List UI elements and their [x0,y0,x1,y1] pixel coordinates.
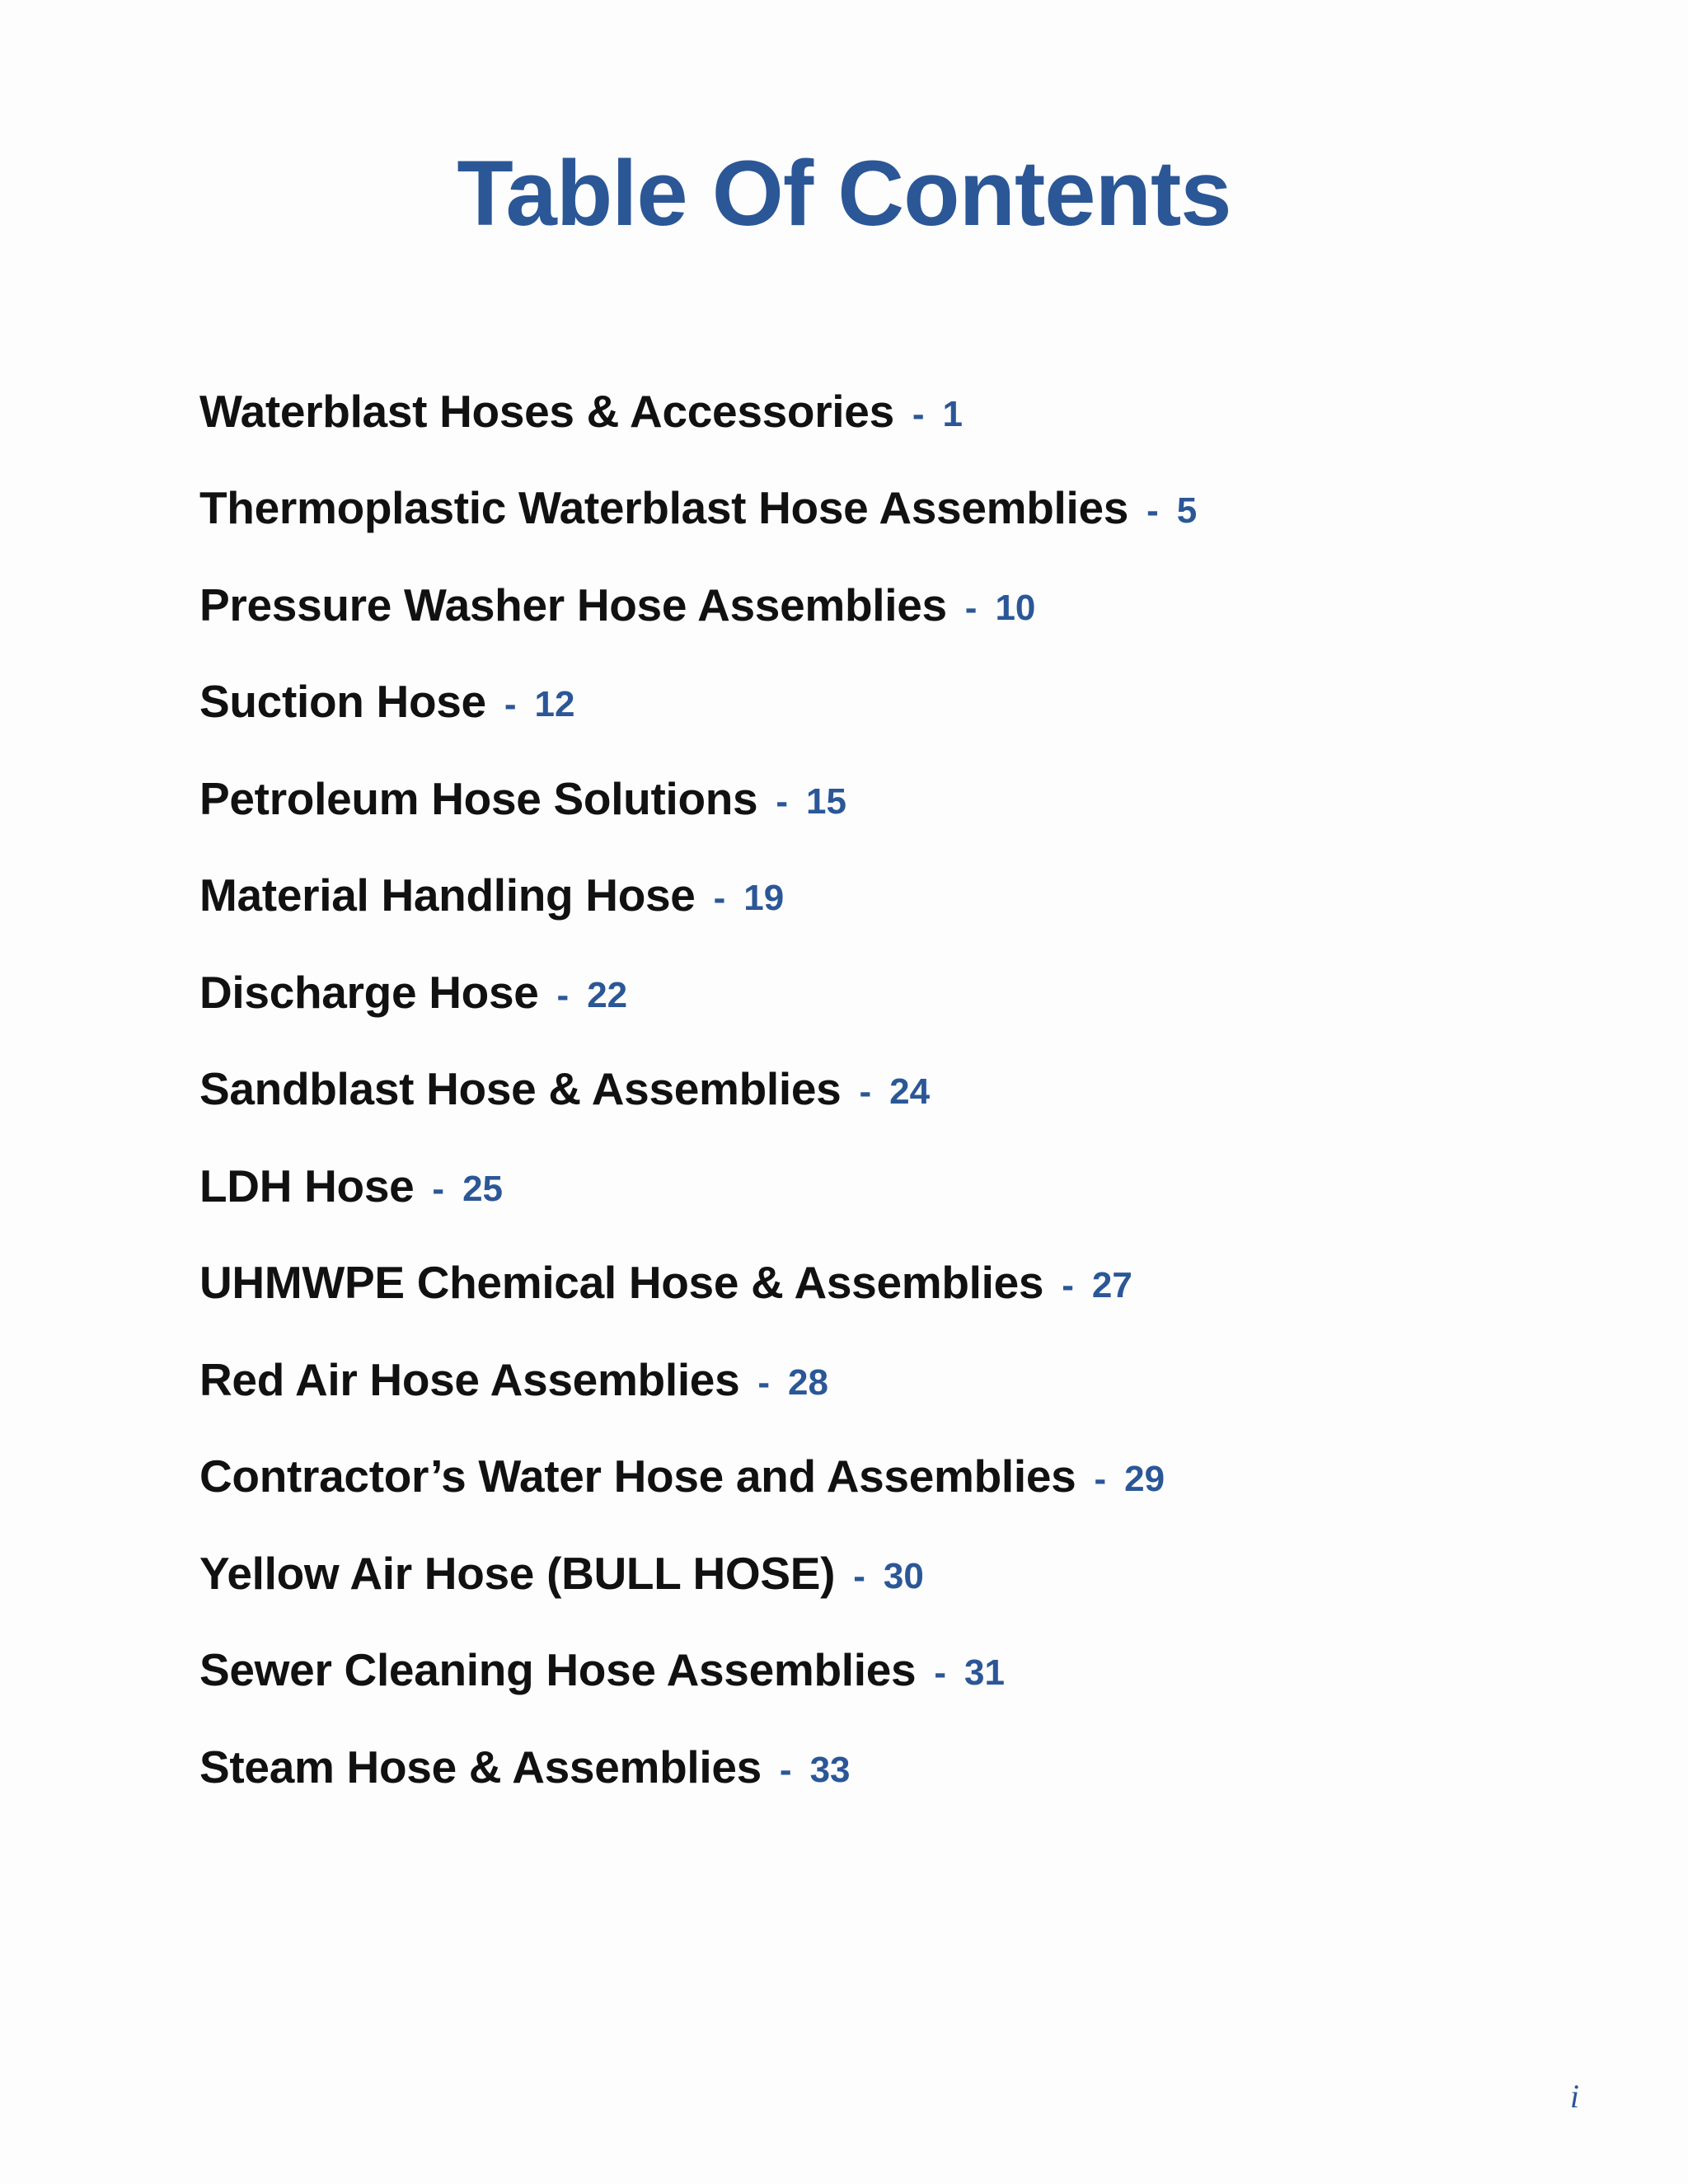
toc-entry[interactable] [199,1041,1197,1138]
toc-entry-label: LDH Hose [199,1160,415,1212]
toc-entry-label: UHMWPE Chemical Hose & Assemblies [199,1257,1044,1309]
toc-entry-separator: - [964,587,978,628]
toc-entry[interactable] [199,1718,1197,1816]
toc-entry[interactable] [199,460,1197,557]
toc-entry-separator: - [776,780,789,822]
toc-entry-separator: - [912,393,925,434]
toc-entry-page-number: 28 [788,1361,828,1403]
toc-entry-page-number: 33 [809,1749,851,1790]
toc-entry-separator: - [779,1749,792,1790]
toc-entry-label: Contractor’s Water Hose and Assemblies [199,1451,1076,1502]
toc-entry-label: Thermoplastic Waterblast Hose Assemblies [199,482,1129,534]
toc-entry-page-number: 1 [942,393,963,434]
toc-entry[interactable] [199,654,1197,751]
toc-entry[interactable] [199,750,1197,847]
page-title: Table Of Contents [457,142,1231,245]
toc-entry-label: Yellow Air Hose (BULL HOSE) [199,1547,836,1599]
toc-entry-page-number: 24 [889,1071,931,1113]
toc-entry-label: Red Air Hose Assemblies [199,1353,740,1405]
toc-entry-page-number: 29 [1124,1459,1165,1500]
toc-entry-separator: - [1062,1265,1074,1306]
toc-entry-page-number: 15 [806,780,846,822]
toc-entry-separator: - [432,1168,445,1209]
toc-entry-separator: - [1146,490,1159,532]
toc-entry-label: Steam Hose & Assemblies [199,1741,762,1793]
toc-entry-separator: - [859,1071,872,1113]
toc-entry-separator: - [504,684,517,725]
toc-entry-page-number: 5 [1176,490,1198,532]
toc-entry[interactable] [199,363,1197,460]
toc-entry-page-number: 10 [995,587,1036,628]
toc-entry[interactable] [199,1235,1197,1332]
toc-entry[interactable] [199,1331,1197,1428]
toc-entry-separator: - [757,1361,771,1403]
toc-entry-label: Sandblast Hose & Assemblies [199,1063,842,1115]
toc-entry-separator: - [853,1555,865,1596]
toc-entry-label: Sewer Cleaning Hose Assemblies [199,1644,917,1696]
toc-entry-page-number: 19 [743,878,785,919]
toc-entry-separator: - [1094,1459,1107,1500]
toc-entry-page-number: 27 [1091,1265,1132,1306]
toc-entry-separator: - [556,974,570,1015]
toc-entry-separator: - [713,878,726,919]
toc-entry[interactable] [199,1428,1197,1526]
toc-entry-page-number: 30 [883,1555,924,1596]
toc-entry[interactable] [199,944,1197,1041]
toc-entry-label: Pressure Washer Hose Assemblies [199,579,947,630]
table-of-contents [199,363,1197,1816]
toc-entry-page-number: 12 [534,684,575,725]
toc-entry-page-number: 25 [462,1168,504,1209]
toc-entry[interactable] [199,1622,1197,1719]
toc-entry-label: Waterblast Hoses & Accessories [199,385,894,437]
toc-entry[interactable] [199,847,1197,944]
toc-entry-page-number: 22 [587,974,628,1015]
toc-entry-label: Petroleum Hose Solutions [199,772,758,824]
toc-entry-label: Suction Hose [199,676,486,728]
page-number: i [1569,2078,1579,2115]
toc-entry-page-number: 31 [964,1652,1005,1694]
toc-entry[interactable] [199,556,1197,654]
toc-entry-separator: - [934,1652,946,1694]
toc-entry-label: Discharge Hose [199,966,539,1018]
toc-entry[interactable] [199,1137,1197,1235]
toc-entry[interactable] [199,1525,1197,1622]
toc-entry-label: Material Handling Hose [199,869,696,921]
